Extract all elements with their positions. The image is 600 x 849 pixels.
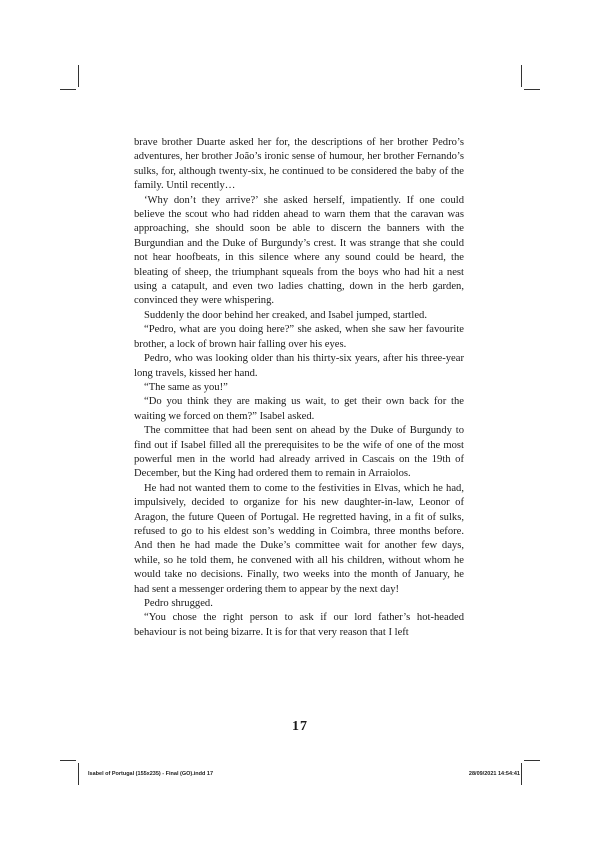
crop-mark-tr-v	[521, 65, 522, 87]
crop-mark-tl-v	[78, 65, 79, 87]
paragraph: Pedro shrugged.	[144, 598, 213, 609]
body-text	[134, 136, 464, 640]
crop-mark-br-v	[521, 763, 522, 785]
slug-right: 28/09/2021 14:54:41	[468, 771, 520, 777]
slug-left: Isabel of Portugal (155x235) - Final (GO).indd 17	[88, 771, 213, 777]
crop-mark-br-h	[524, 760, 540, 761]
paragraph: The committee that had been sent on ahead by the Duke of Burgundy to find out if Isabel filled all the prerequisites to be the wife of one of the most powerful men in the world had already arrived in Cascais on the 19th of December, but the King had ordered them to remain in Arraiolos.	[134, 425, 464, 480]
page-number: 17	[292, 719, 308, 734]
paragraph: Pedro, who was looking older than his thirty-six years, after his three-year long travels, kissed her hand.	[134, 353, 464, 379]
crop-mark-bl-h	[60, 760, 76, 761]
paragraph: brave brother Duarte asked her for, the descriptions of her brother Pedro’s adventures, her brother João’s ironic sense of humour, her brother Fernando’s sulks, for, although twenty-six, he continued to be considered the baby of the family. Until recently…	[134, 137, 464, 192]
paragraph: He had not wanted them to come to the festivities in Elvas, which he had, impulsively, decided to organize for his new daughter-in-law, Leonor of Aragon, the future Queen of Portugal. He regretted having, in a fit of sulks, refused to go to his eldest son’s wedding in Coimbra, three months before. And then he had made the Duke’s committee wait for another few days, while, so he told them, he convened with all his children, without whom he would take no decisions. Finally, two weeks into the month of January, he had sent a messenger ordering them to appear by the next day!	[134, 482, 464, 595]
paragraph: Suddenly the door behind her creaked, and Isabel jumped, startled.	[144, 309, 428, 321]
paragraph: “Do you think they are making us wait, to get their own back for the waiting we forced on them?” Isabel asked.	[134, 396, 464, 422]
paragraph: “The same as you!”	[144, 381, 228, 393]
paragraph: “Pedro, what are you doing here?” she asked, when she saw her favourite brother, a lock of brown hair falling over his eyes.	[134, 324, 464, 350]
crop-mark-tl-h	[60, 89, 76, 90]
paragraph: ‘Why don’t they arrive?’ she asked herself, impatiently. If one could believe the scout who had ridden ahead to warn them that the caravan was approaching, she should soon be able to discern the banners with the Burgundian and the Duke of Burgundy’s crest. It was strange that she could not hear hoofbeats, in this silence where any sound could be heard, the bleating of sheep, the triumphant squeals from the boys who had hit a nest using a catapult, and even two ladies chatting, down in the herb garden, convinced they were whispering.	[134, 194, 464, 307]
crop-mark-bl-v	[78, 763, 79, 785]
paragraph: “You chose the right person to ask if our lord father’s hot-headed behaviour is not being bizarre. It is for that very reason that I left	[134, 612, 464, 638]
crop-mark-tr-h	[524, 89, 540, 90]
